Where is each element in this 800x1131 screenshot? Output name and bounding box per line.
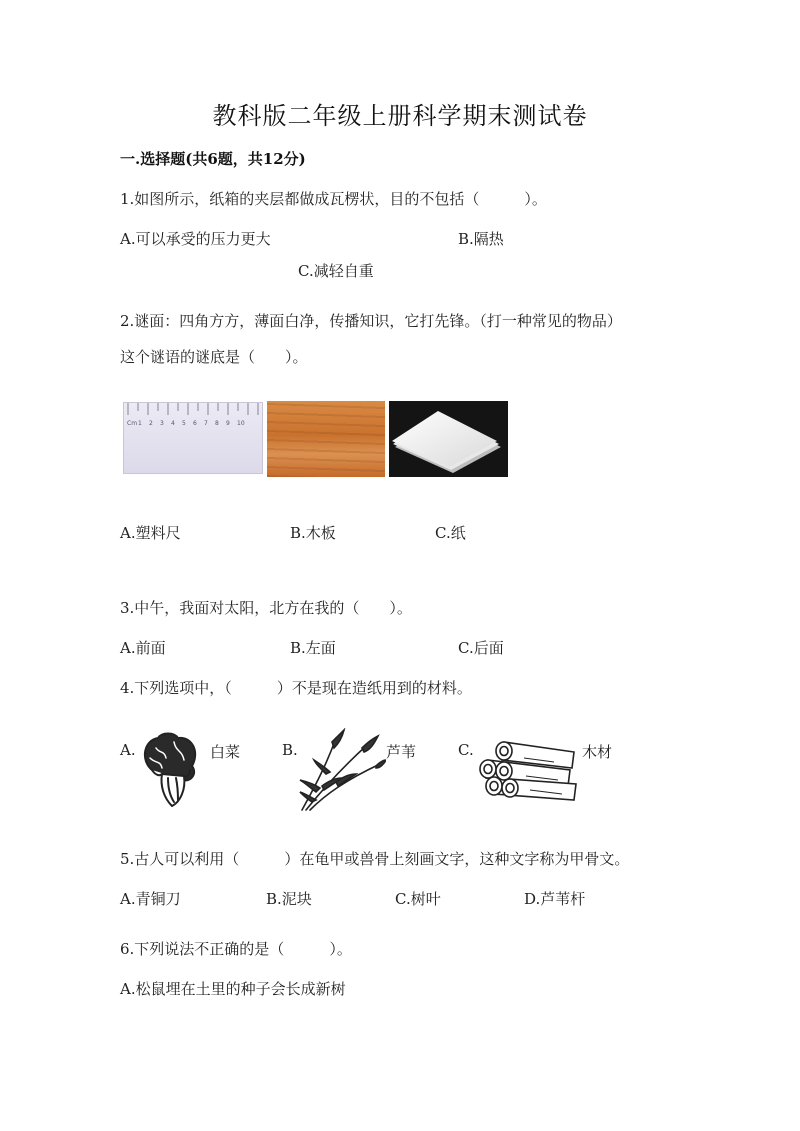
ruler-tick-label: 6: [193, 420, 197, 427]
question-5-option-a: A.青铜刀: [120, 890, 181, 908]
ruler-tick-label: 10: [237, 420, 245, 427]
ruler-tick-label: 8: [215, 420, 219, 427]
question-4-option-a-label: 白菜: [210, 743, 241, 761]
question-1-stem: 1.如图所示，纸箱的夹层都做成瓦楞状，目的不包括（ ）。: [120, 190, 547, 208]
logs-icon: [474, 738, 582, 802]
page-title: 教科版二年级上册科学期末测试卷: [212, 102, 588, 130]
question-4-option-b-label: 芦苇: [386, 743, 417, 761]
question-3-stem: 3.中午，我面对太阳，北方在我的（ ）。: [120, 599, 412, 617]
ruler-tick-label: 5: [182, 420, 186, 427]
section-heading: 一.选择题(共6题，共12分): [120, 150, 306, 168]
question-5-option-d: D.芦苇杆: [524, 890, 586, 908]
question-4-option-b-letter: B.: [282, 741, 298, 759]
question-2-stem-line1: 2.谜面：四角方方，薄面白净，传播知识，它打先锋。（打一种常见的物品）: [120, 312, 622, 330]
cabbage-icon: [134, 730, 208, 810]
question-4-stem: 4.下列选项中，（ ）不是现在造纸用到的材料。: [120, 679, 472, 697]
question-1-option-b: B.隔热: [458, 230, 504, 248]
ruler-tick-label: 9: [226, 420, 230, 427]
paper-stack-image: [389, 401, 508, 477]
question-4-option-a-letter: A.: [120, 741, 136, 759]
ruler-image: [123, 402, 263, 474]
question-6-option-a: A.松鼠埋在土里的种子会长成新树: [120, 980, 346, 998]
question-3-option-a: A.前面: [120, 639, 166, 657]
ruler-tick-label: 7: [204, 420, 208, 427]
question-1-option-c: C.减轻自重: [298, 262, 374, 280]
ruler-tick-label: 2: [149, 420, 153, 427]
question-5-option-c: C.树叶: [395, 890, 441, 908]
question-3-option-b: B.左面: [290, 639, 336, 657]
question-5-stem: 5.古人可以利用（ ）在龟甲或兽骨上刻画文字，这种文字称为甲骨文。: [120, 850, 630, 868]
question-2-option-a: A.塑料尺: [120, 524, 181, 542]
ruler-tick-label: 1: [138, 420, 142, 427]
question-2-option-c: C.纸: [435, 524, 466, 542]
ruler-tick-label: 4: [171, 420, 175, 427]
ruler-tick-label: Cm: [127, 420, 138, 427]
question-2-option-b: B.木板: [290, 524, 336, 542]
question-4-option-c-letter: C.: [458, 741, 474, 759]
question-2-stem-line2: 这个谜语的谜底是（ ）。: [120, 348, 308, 366]
reed-icon: [296, 728, 386, 812]
question-3-option-c: C.后面: [458, 639, 504, 657]
question-6-stem: 6.下列说法不正确的是（ ）。: [120, 940, 352, 958]
question-5-option-b: B.泥块: [266, 890, 312, 908]
wood-board-image: [267, 401, 385, 477]
question-4-option-c-label: 木材: [582, 743, 613, 761]
ruler-tick-label: 3: [160, 420, 164, 427]
question-1-option-a: A.可以承受的压力更大: [120, 230, 271, 248]
